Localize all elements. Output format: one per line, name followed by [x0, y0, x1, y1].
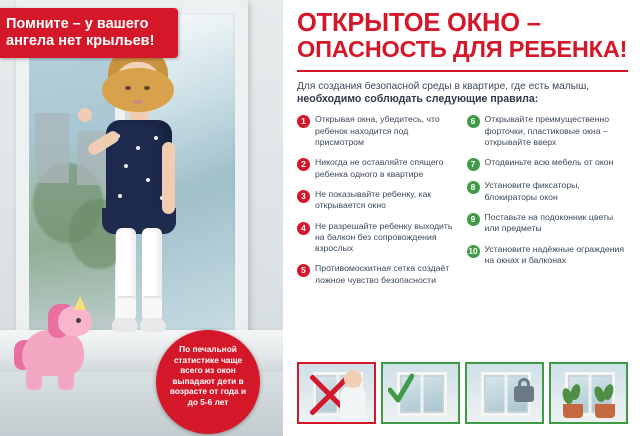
- rule-number: 7: [467, 158, 480, 171]
- thumb-window-check-lock: [381, 362, 460, 424]
- rule-text: Поставьте на подоконник цветы или предметы: [484, 211, 614, 234]
- rule-item: [467, 114, 629, 148]
- rule-number: 9: [467, 213, 480, 226]
- child-sock-right: [142, 296, 162, 320]
- rule-number: 10: [468, 245, 478, 256]
- toy-horn: [74, 296, 86, 310]
- rule-item: [467, 244, 629, 267]
- rule-text: Установите фиксаторы, блокираторы окон: [484, 180, 580, 202]
- rule-number: 6: [467, 115, 480, 128]
- check-mark-icon: [388, 370, 414, 410]
- rule-item: [467, 212, 629, 235]
- child-eye-right: [144, 86, 150, 90]
- rule-number: 8: [467, 181, 480, 194]
- rule-number: 1: [297, 115, 310, 128]
- left-photo-panel: [0, 0, 283, 436]
- child-arm-down: [162, 142, 175, 214]
- rules-column-left: [297, 114, 459, 295]
- rule-item: [467, 180, 629, 203]
- title-divider: [297, 70, 628, 72]
- rule-item: [297, 263, 459, 286]
- child-shoe-right: [140, 318, 166, 332]
- rule-text: Не показывайте ребенку, как открывается окно: [315, 188, 432, 211]
- toy-leg-front: [26, 368, 42, 390]
- child-hand: [78, 108, 92, 122]
- toy-leg-back: [58, 368, 74, 390]
- thumb-window-crossed-baby: [297, 362, 376, 424]
- rules-column-right: [467, 114, 629, 295]
- rules-list: [297, 114, 628, 295]
- rule-text: Не разрешайте ребенку выходить на балкон без сопровождения взрослых: [315, 220, 453, 254]
- angel-caption-banner: Помните – у вашего ангела нет крыльев!: [0, 8, 178, 58]
- statistics-badge: По печальной статистике чаще всего из окон выпадают дети в возрасте от года и до 5-6 лет: [156, 330, 260, 434]
- rule-item: [297, 114, 459, 148]
- rule-number: 3: [297, 190, 310, 203]
- intro-text: [297, 80, 628, 107]
- child-shoe-left: [112, 318, 138, 332]
- illustration-strip: [297, 362, 629, 424]
- unicorn-plush-toy: [14, 296, 100, 392]
- lock-icon: [514, 378, 534, 402]
- rule-item: [297, 157, 459, 180]
- thumb-window-lock-device: [465, 362, 544, 424]
- rule-text: Открывайте преимущественно форточки, пластиковые окна – открывайте вверх: [484, 114, 610, 147]
- rule-text: Отодвиньте всю мебель от окон: [484, 157, 614, 168]
- rule-item: [467, 157, 629, 171]
- rule-number: 5: [297, 264, 310, 277]
- toy-head: [58, 306, 92, 336]
- intro-bold: необходимо соблюдать следующие правила:: [297, 93, 539, 106]
- plant-icon: [595, 384, 615, 406]
- title-line-1: ОТКРЫТОЕ ОКНО –: [297, 9, 541, 37]
- page-title: [297, 10, 628, 62]
- thumb-window-plants-on-sill: [549, 362, 628, 424]
- flower-pot-icon: [595, 404, 615, 418]
- plant-icon: [563, 384, 583, 406]
- rule-text: Противомоскитная сетка создаёт ложное чувство безопасности: [315, 263, 450, 285]
- child-hair-front: [102, 68, 174, 112]
- child-eye-left: [125, 86, 131, 90]
- rule-number: 2: [297, 158, 310, 171]
- intro-plain: Для создания безопасной среды в квартире, где есть малыш,: [297, 80, 590, 92]
- baby-figure-icon: [336, 370, 370, 420]
- child-sock-left: [116, 296, 136, 320]
- title-line-2: ОПАСНОСТЬ ДЛЯ РЕБЕНКА!: [297, 36, 628, 63]
- rule-number: 4: [297, 222, 310, 235]
- rule-item: [297, 189, 459, 212]
- toy-eye: [76, 318, 81, 323]
- rule-text: Никогда не оставляйте спящего ребенка одного в квартире: [315, 157, 444, 179]
- flower-pot-icon: [563, 404, 583, 418]
- rule-text: Открывая окна, убедитесь, что ребенок находится под присмотром: [315, 114, 440, 147]
- rule-text: Установите надёжные ограждения на окнах и балконах: [484, 243, 625, 265]
- rule-item: [297, 221, 459, 255]
